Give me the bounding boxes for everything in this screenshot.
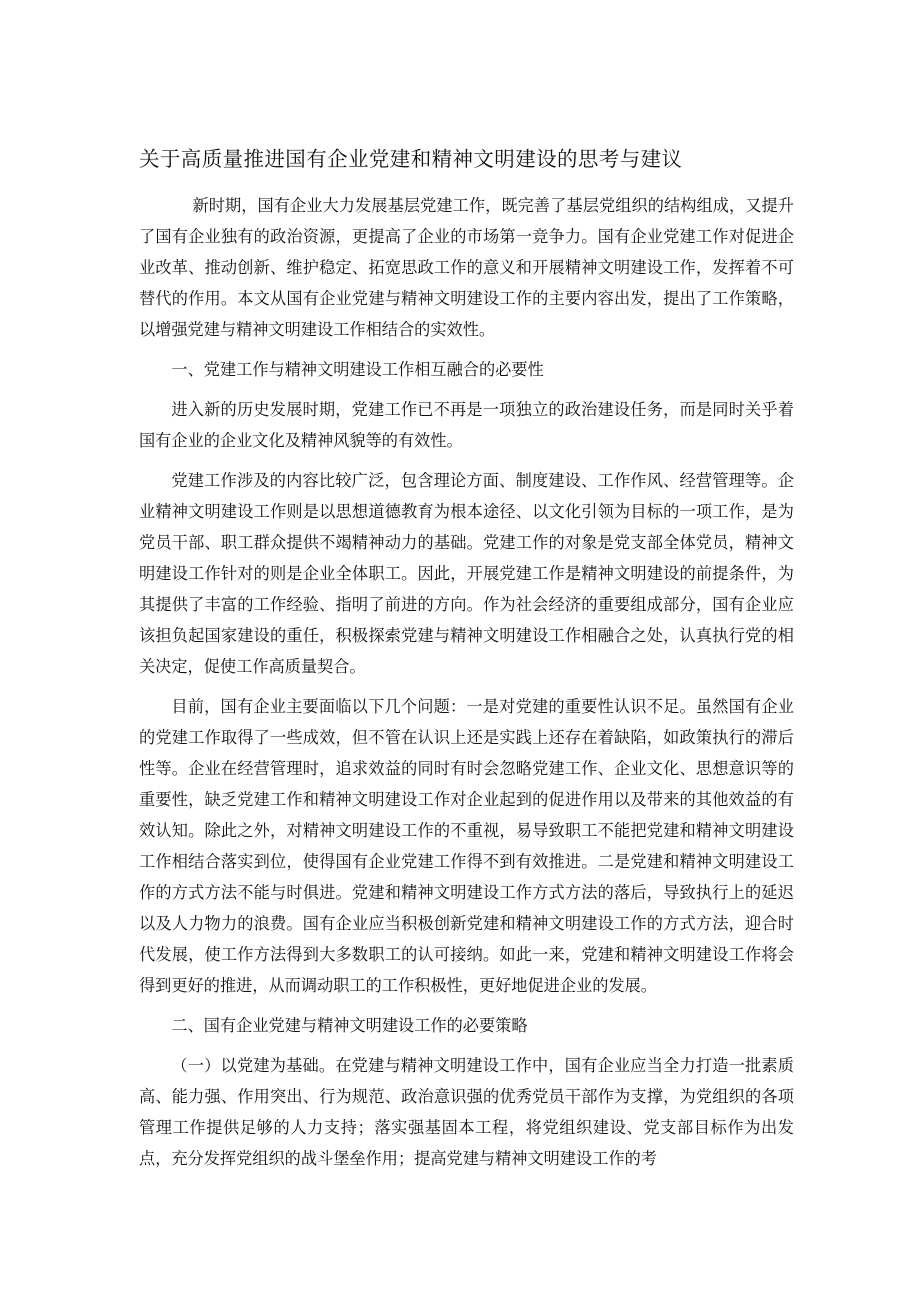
body-paragraph: 进入新的历史发展时期，党建工作已不再是一项独立的政治建设任务，而是同时关乎着国有企业的企业文化及精神风貌等的有效性。 [139, 400, 794, 450]
body-paragraph: 党建工作涉及的内容比较广泛，包含理论方面、制度建设、工作作风、经营管理等。企业精神文明建设工作则是以思想道德教育为根本途径、以文化引领为目标的一项工作，是为党员干部、职工群众提供不竭精神动力的基础。党建工作的对象是党支部全体党员，精神文明建设工作针对的则是企业全体职工。因此，开展党建工作是精神文明建设的前提条件，为其提供了丰富的工作经验、指明了前进的方向。作为社会经济的重要组成部分，国有企业应该担负起国家建设的重任，积极探索党建与精神文明建设工作相融合之处，认真执行党的相关决定，促使工作高质量契合。 [139, 471, 794, 676]
body-paragraph: （一）以党建为基础。在党建与精神文明建设工作中，国有企业应当全力打造一批素质高、能力强、作用突出、行为规范、政治意识强的优秀党员干部作为支撑，为党组织的各项管理工作提供足够的人力支持；落实强基固本工程，将党组织建设、党支部目标作为出发点，充分发挥党组织的战斗堡垒作用；提高党建与精神文明建设工作的考 [139, 1056, 794, 1168]
body-paragraph: 目前，国有企业主要面临以下几个问题：一是对党建的重要性认识不足。虽然国有企业的党建工作取得了一些成效，但不管在认识上还是实践上还存在着缺陷，如政策执行的滞后性等。企业在经营管理时，追求效益的同时有时会忽略党建工作、企业文化、思想意识等的重要性，缺乏党建工作和精神文明建设工作对企业起到的促进作用以及带来的其他效益的有效认知。除此之外，对精神文明建设工作的不重视，易导致职工不能把党建和精神文明建设工作相结合落实到位，使得国有企业党建工作得不到有效推进。二是党建和精神文明建设工作的方式方法不能与时俱进。党建和精神文明建设工作方式方法的落后，导致执行上的延迟以及人力物力的浪费。国有企业应当积极创新党建和精神文明建设工作的方式方法，迎合时代发展，使工作方法得到大多数职工的认可接纳。如此一来，党建和精神文明建设工作将会得到更好的推进，从而调动职工的工作积极性，更好地促进企业的发展。 [139, 697, 794, 995]
section-heading-2: 二、国有企业党建与精神文明建设工作的必要策略 [171, 1016, 528, 1035]
intro-paragraph: 新时期，国有企业大力发展基层党建工作，既完善了基层党组织的结构组成，又提升了国有企业独有的政治资源，更提高了企业的市场第一竞争力。国有企业党建工作对促进企业改革、推动创新、维护稳定、拓宽思政工作的意义和开展精神文明建设工作，发挥着不可替代的作用。本文从国有企业党建与精神文明建设工作的主要内容出发，提出了工作策略，以增强党建与精神文明建设工作相结合的实效性。 [139, 196, 794, 339]
section-heading-1: 一、党建工作与精神文明建设工作相互融合的必要性 [171, 360, 544, 379]
document-body [139, 190, 794, 1183]
document-title: 关于高质量推进国有企业党建和精神文明建设的思考与建议 [139, 147, 683, 171]
